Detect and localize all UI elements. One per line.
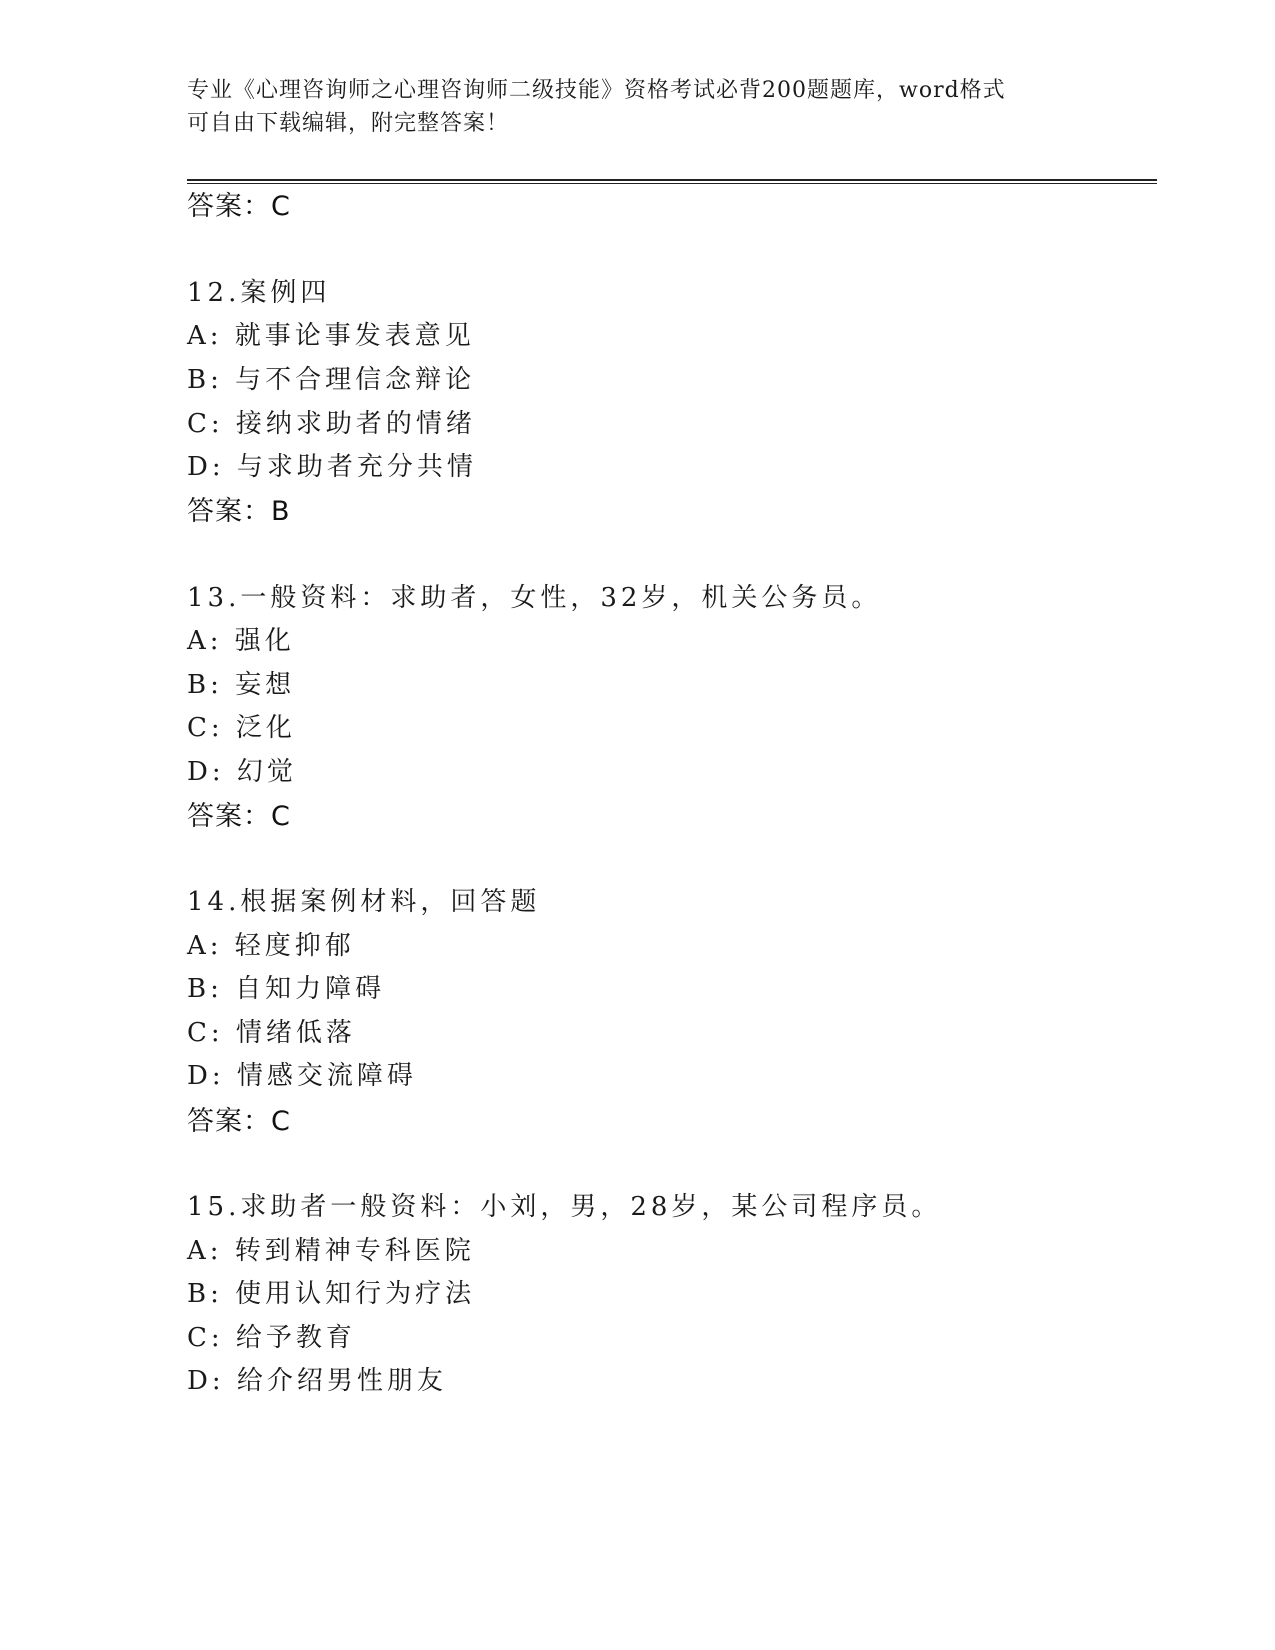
header-line-1: 专业《心理咨询师之心理咨询师二级技能》资格考试必背200题题库，word格式 xyxy=(187,78,1006,103)
question-14-answer: 答案：C xyxy=(187,1106,291,1137)
header-line-2: 可自由下载编辑，附完整答案！ xyxy=(187,111,510,136)
question-12-option-a: A: 就事论事发表意见 xyxy=(187,321,475,351)
question-12-answer: 答案：B xyxy=(187,496,291,527)
question-14-title: 14.根据案例材料，回答题 xyxy=(187,887,541,917)
question-15-option-d: D: 给介绍男性朋友 xyxy=(187,1366,447,1396)
question-15-title: 15.求助者一般资料：小刘，男，28岁，某公司程序员。 xyxy=(187,1192,942,1222)
previous-answer: 答案：C xyxy=(187,191,291,222)
document-header xyxy=(187,74,1067,140)
question-15-option-c: C: 给予教育 xyxy=(187,1323,356,1353)
question-12-option-d: D: 与求助者充分共情 xyxy=(187,452,477,482)
question-12-title: 12.案例四 xyxy=(187,278,331,308)
question-13-option-d: D: 幻觉 xyxy=(187,757,297,787)
document-page xyxy=(187,0,1157,1650)
question-13-option-a: A: 强化 xyxy=(187,626,295,656)
question-15-option-a: A: 转到精神专科医院 xyxy=(187,1236,475,1266)
header-divider xyxy=(187,179,1157,184)
question-14-option-c: C: 情绪低落 xyxy=(187,1018,356,1048)
question-14-option-d: D: 情感交流障碍 xyxy=(187,1061,417,1091)
question-13-option-c: C: 泛化 xyxy=(187,713,296,743)
question-14-option-a: A: 轻度抑郁 xyxy=(187,931,355,961)
question-12-option-c: C: 接纳求助者的情绪 xyxy=(187,409,476,439)
question-15-option-b: B: 使用认知行为疗法 xyxy=(187,1279,476,1309)
question-13-title: 13.一般资料：求助者，女性，32岁，机关公务员。 xyxy=(187,583,882,613)
question-13-option-b: B: 妄想 xyxy=(187,670,296,700)
question-14-option-b: B: 自知力障碍 xyxy=(187,974,386,1004)
question-13-answer: 答案：C xyxy=(187,801,291,832)
question-12-option-b: B: 与不合理信念辩论 xyxy=(187,365,476,395)
